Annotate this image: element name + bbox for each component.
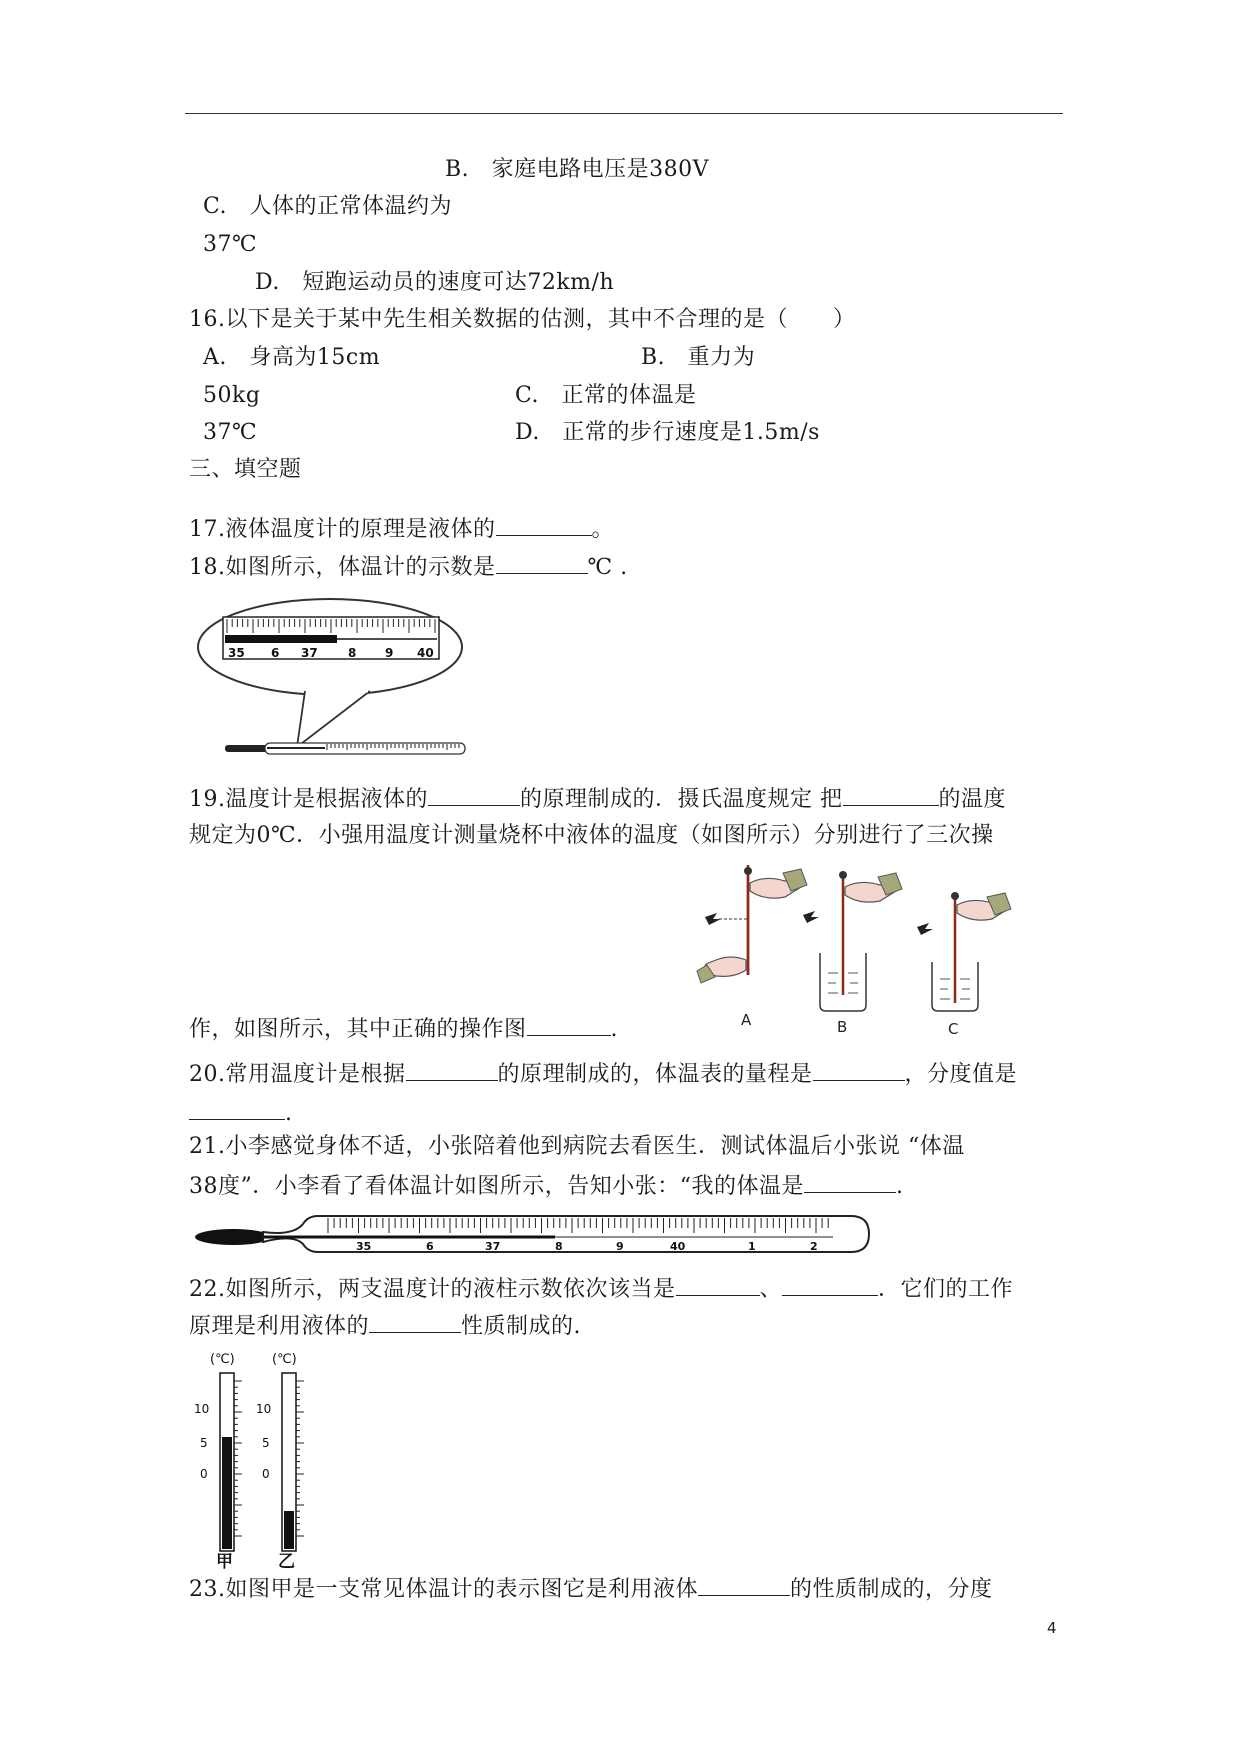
label-yi: 乙 bbox=[278, 1552, 295, 1570]
thermometer-bulb bbox=[195, 1229, 271, 1245]
svg-text:5: 5 bbox=[262, 1436, 270, 1450]
q21-line1: 21.小李感觉身体不适，小张陪着他到病院去看医生．测试体温后小张说 “体温 bbox=[189, 1134, 965, 1159]
q16-stem: 16.以下是关于某中先生相关数据的估测，其中不合理的是（ ） bbox=[189, 307, 856, 332]
header-rule bbox=[185, 113, 1063, 114]
q19-line1: 19.温度计是根据液体的 的原理制成的．摄氏温度规定 把 的温度 bbox=[189, 783, 1006, 815]
q19-line2: 规定为0℃．小强用温度计测量烧杯中液体的温度（如图所示）分别进行了三次操 bbox=[189, 823, 994, 848]
q19-operation-figure bbox=[695, 865, 1015, 1040]
figure-c bbox=[917, 892, 1011, 1011]
q20-blank-1[interactable] bbox=[406, 1058, 498, 1081]
svg-text:5: 5 bbox=[200, 1436, 208, 1450]
q20-blank-2[interactable] bbox=[813, 1058, 905, 1081]
q23-blank[interactable] bbox=[698, 1573, 790, 1596]
label-b: B bbox=[837, 1018, 848, 1036]
q16-option-a: A. 身高为15cm bbox=[203, 345, 381, 370]
q22-line1: 22.如图所示，两支温度计的液柱示数依次该当是 、 ．它们的工作 bbox=[189, 1273, 1013, 1305]
q20-blank-3[interactable] bbox=[189, 1097, 285, 1120]
q16-option-c: C. 正常的体温是 bbox=[515, 383, 697, 408]
svg-text:1: 1 bbox=[748, 1240, 756, 1253]
svg-text:6: 6 bbox=[426, 1240, 434, 1253]
figure-b bbox=[803, 871, 902, 1011]
q18: 18.如图所示，体温计的示数是 ℃ . bbox=[189, 551, 628, 583]
svg-text:2: 2 bbox=[810, 1240, 818, 1253]
unit-label-yi: (℃) bbox=[272, 1352, 297, 1367]
q21-line2: 38度”．小李看了看体温计如图所示，告知小张：“我的体温是 . bbox=[189, 1170, 904, 1202]
q22-blank-3[interactable] bbox=[369, 1310, 461, 1333]
q15-option-c-cont: 37℃ bbox=[203, 232, 258, 257]
q16-option-b: B. 重力为 bbox=[641, 345, 756, 370]
label-jia: 甲 bbox=[216, 1552, 233, 1570]
svg-text:35: 35 bbox=[356, 1240, 372, 1253]
svg-text:37: 37 bbox=[485, 1240, 501, 1253]
q15-option-b: B. 家庭电路电压是380V bbox=[445, 157, 710, 182]
thermometer-yi bbox=[256, 1373, 304, 1551]
q23-line1: 23.如图甲是一支常见体温计的表示图它是利用液体 的性质制成的，分度 bbox=[189, 1573, 993, 1605]
svg-text:0: 0 bbox=[262, 1467, 270, 1481]
q19-blank-1[interactable] bbox=[428, 783, 520, 806]
q22-line2: 原理是利用液体的 性质制成的. bbox=[189, 1310, 581, 1342]
label-c: C bbox=[948, 1020, 959, 1038]
q19-blank-3[interactable] bbox=[527, 1013, 611, 1036]
q16-option-d: D. 正常的步行速度是1.5m/s bbox=[515, 420, 820, 445]
q18-thermometer-figure bbox=[195, 595, 470, 765]
svg-text:6: 6 bbox=[271, 646, 280, 660]
svg-text:35: 35 bbox=[228, 646, 245, 660]
svg-text:8: 8 bbox=[348, 646, 357, 660]
svg-text:0: 0 bbox=[200, 1467, 208, 1481]
q20-line1: 20.常用温度计是根据 的原理制成的，体温表的量程是 ，分度值是 bbox=[189, 1058, 1017, 1090]
page-number: 4 bbox=[1047, 1619, 1057, 1637]
svg-text:40: 40 bbox=[670, 1240, 686, 1253]
q16-option-c-cont: 37℃ bbox=[203, 420, 258, 445]
section-title: 三、填空题 bbox=[189, 457, 302, 482]
svg-text:37: 37 bbox=[301, 646, 318, 660]
q19-blank-2[interactable] bbox=[843, 783, 939, 806]
q17: 17.液体温度计的原理是液体的 。 bbox=[189, 513, 614, 545]
label-a: A bbox=[741, 1011, 752, 1029]
q15-option-c: C. 人体的正常体温约为 bbox=[203, 194, 453, 219]
q17-blank[interactable] bbox=[496, 513, 592, 536]
q20-line2: . bbox=[189, 1097, 293, 1129]
q18-blank[interactable] bbox=[496, 551, 588, 574]
figure-a bbox=[697, 865, 807, 983]
svg-text:10: 10 bbox=[256, 1402, 272, 1416]
svg-text:9: 9 bbox=[616, 1240, 624, 1253]
q22-blank-2[interactable] bbox=[782, 1273, 878, 1296]
svg-text:40: 40 bbox=[417, 646, 434, 660]
svg-text:10: 10 bbox=[194, 1402, 210, 1416]
q19-line3: 作，如图所示，其中正确的操作图 . bbox=[189, 1013, 618, 1045]
eye-icon bbox=[917, 923, 933, 935]
bubble-pointer bbox=[297, 691, 370, 747]
q21-blank[interactable] bbox=[804, 1170, 896, 1193]
liquid-column-yi bbox=[284, 1511, 294, 1549]
liquid-column-jia bbox=[222, 1437, 232, 1549]
q16-option-b-cont: 50kg bbox=[203, 383, 261, 408]
unit-label-jia: (℃) bbox=[210, 1352, 235, 1367]
svg-text:8: 8 bbox=[555, 1240, 563, 1253]
q15-option-d: D. 短跑运动员的速度可达72km/h bbox=[255, 270, 615, 295]
eye-icon bbox=[803, 911, 819, 923]
q22-thermometers-figure bbox=[190, 1345, 320, 1570]
q22-blank-1[interactable] bbox=[676, 1273, 760, 1296]
eye-icon bbox=[705, 913, 721, 925]
svg-text:9: 9 bbox=[385, 646, 394, 660]
thermometer-jia bbox=[194, 1373, 242, 1551]
q21-thermometer bbox=[193, 1210, 873, 1260]
